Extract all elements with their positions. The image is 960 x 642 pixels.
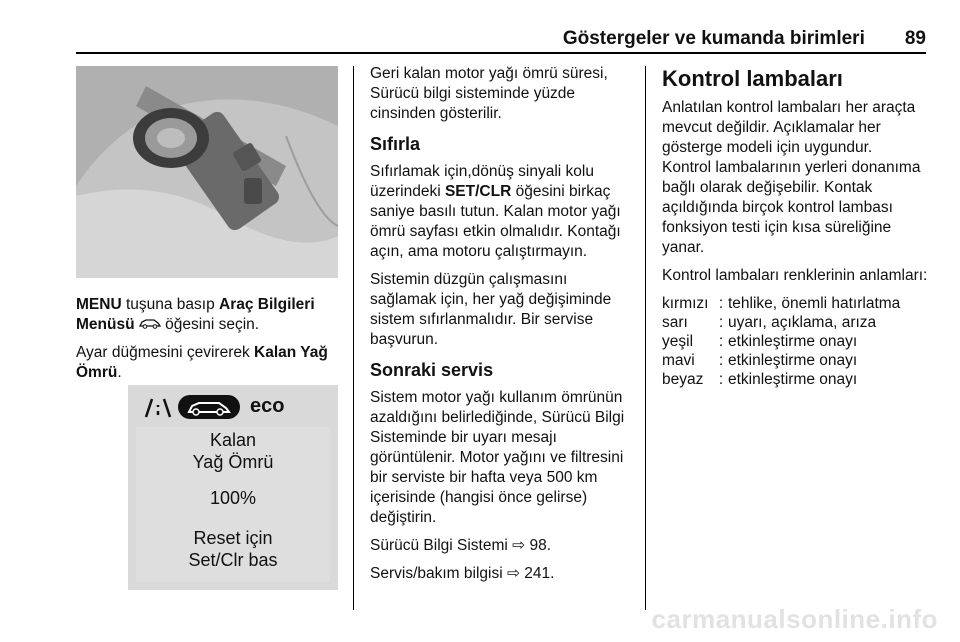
text-span: tuşuna basıp xyxy=(121,296,220,313)
color-name: yeşil xyxy=(662,333,694,350)
color-row xyxy=(662,294,900,313)
display-percent: 100% xyxy=(209,488,257,508)
turn-signal-lever-photo xyxy=(76,66,338,278)
column-divider-2 xyxy=(645,66,646,610)
display-line-1: Kalan xyxy=(209,430,257,450)
paragraph-knob xyxy=(76,343,340,383)
paragraph-lamps-3: Kontrol lambaları renklerinin anlamları: xyxy=(662,267,928,284)
page-number: 89 xyxy=(904,28,926,49)
text-span: Ayar düğmesini çevirerek xyxy=(76,344,255,361)
color-sep: : xyxy=(718,295,724,312)
lamp-color-table xyxy=(662,294,900,389)
driver-info-display xyxy=(128,385,338,590)
text-span: Sürücü Bilgi Sistemi xyxy=(370,537,513,554)
color-row xyxy=(662,332,900,351)
oil-life-label: Kalan Yağ Ömrü xyxy=(76,344,328,381)
column-2-text xyxy=(370,64,634,592)
color-row xyxy=(662,370,900,389)
text-span: öğesini birkaç saniye basılı tutun. Kalan motor yağı ömrü sayfası etkin olmalıdır. Kontağı açın, ama motoru çalıştırmayın. xyxy=(370,183,621,260)
car-tab-icon xyxy=(178,395,240,419)
paragraph-oil-life: Geri kalan motor yağı ömrü süresi, Sürücü bilgi sisteminde yüzde cinsinden gösterilir. xyxy=(370,65,608,122)
paragraph-next-service: Sistem motor yağı kullanım ömrünün azaldığını belirlediğinde, Sürücü Bilgi Sisteminde bir uyarı mesajı görüntülenir. Motor yağını ve filtresini bir serviste bir hafta veya 500 km içerisinde (hangisi önce gelirse) değiştirin. xyxy=(370,389,625,526)
text-span: öğesini seçin. xyxy=(160,316,260,333)
text-span: Servis/bakım bilgisi xyxy=(370,565,507,582)
text-span: Sıfırlamak için,dönüş sinyali kolu üzerindeki xyxy=(370,163,594,200)
paragraph-reset-note: Sistemin düzgün çalışmasını sağlamak için, her yağ değişiminde sistem sıfırlanmalıdır. Bir servise başvurun. xyxy=(370,271,612,348)
color-sep: : xyxy=(718,352,724,369)
color-sep: : xyxy=(718,314,724,331)
column-1-text xyxy=(76,295,340,391)
text-span: 241. xyxy=(519,565,555,582)
lever-illustration xyxy=(76,66,338,278)
reference-driver-info xyxy=(370,536,634,556)
color-name: sarı xyxy=(662,314,688,331)
header-rule xyxy=(76,52,926,54)
display-line-4: Set/Clr bas xyxy=(188,550,278,570)
display-line-2: Yağ Ömrü xyxy=(192,452,274,472)
color-row xyxy=(662,313,900,332)
vehicle-info-menu-label: Araç Bilgileri Menüsü xyxy=(76,296,315,333)
column-3-text xyxy=(662,66,932,389)
display-line-3: Reset için xyxy=(193,528,273,548)
menu-key-label: MENU xyxy=(76,296,122,313)
paragraph-lamps-2: Kontrol lambalarının yerleri donanıma bağlı olarak değişebilir. Kontak açıldığında birçok kontrol lambası fonksiyon testi için kısa süreliğine yanar. xyxy=(662,159,921,256)
heading-next-service: Sonraki servis xyxy=(370,360,494,380)
color-name: kırmızı xyxy=(662,295,709,312)
color-sep: : xyxy=(718,333,724,350)
display-top-bar xyxy=(134,393,332,421)
color-sep: : xyxy=(718,371,724,388)
paragraph-menu xyxy=(76,295,340,335)
eco-tab-label: eco xyxy=(250,395,285,417)
color-desc: etkinleştirme onayı xyxy=(728,333,858,350)
page-ref-icon: ⇨ xyxy=(512,537,526,554)
color-desc: etkinleştirme onayı xyxy=(728,371,858,388)
heading-control-lamps: Kontrol lambaları xyxy=(662,66,843,91)
reference-service-info xyxy=(370,564,634,584)
road-icon xyxy=(146,399,170,417)
column-divider-1 xyxy=(353,66,354,610)
color-name: mavi xyxy=(662,352,695,369)
text-span: . xyxy=(117,364,122,381)
watermark: carmanualsonline.info xyxy=(651,604,938,634)
header-title: Göstergeler ve kumanda birimleri xyxy=(562,28,865,49)
paragraph-reset xyxy=(370,162,634,262)
color-desc: tehlike, önemli hatırlatma xyxy=(728,295,901,312)
color-row xyxy=(662,351,900,370)
paragraph-lamps-1: Anlatılan kontrol lambaları her araçta mevcut değildir. Açıklamalar her gösterge modeli için uygundur. xyxy=(662,99,916,156)
heading-reset: Sıfırla xyxy=(370,134,421,154)
color-name: beyaz xyxy=(662,371,704,388)
car-icon xyxy=(139,316,161,333)
color-desc: uyarı, açıklama, arıza xyxy=(728,314,877,331)
set-clr-label: SET/CLR xyxy=(444,183,512,200)
display-screen xyxy=(136,427,330,582)
color-desc: etkinleştirme onayı xyxy=(728,352,858,369)
page-header xyxy=(0,28,926,50)
page-ref-icon: ⇨ xyxy=(506,565,520,582)
text-span: 98. xyxy=(525,537,551,554)
display-tabs xyxy=(134,393,332,421)
